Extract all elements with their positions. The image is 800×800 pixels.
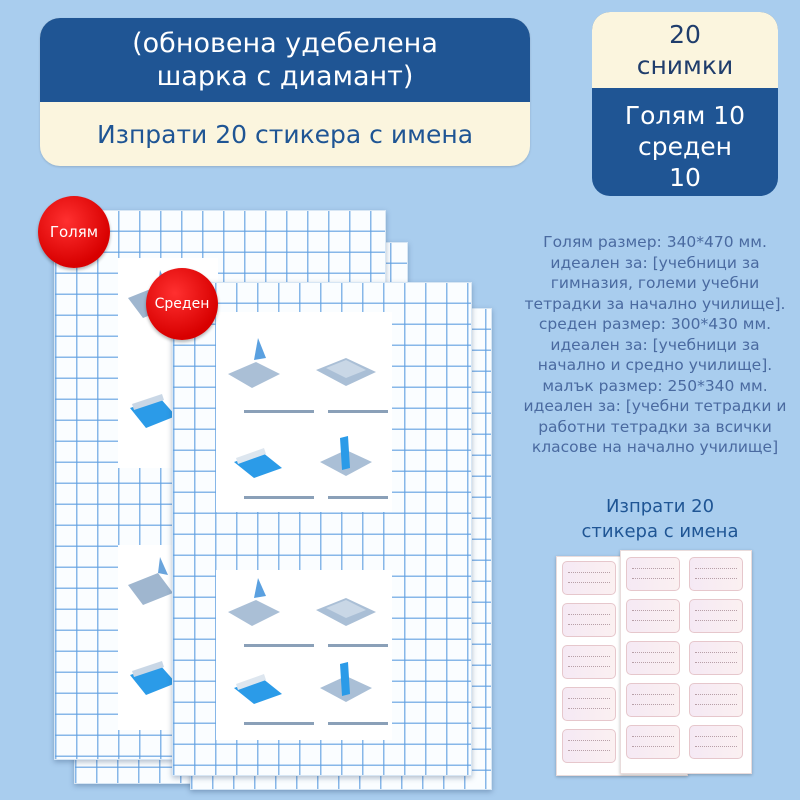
label-sticker [689,641,743,675]
label-sticker [562,687,616,721]
medium-cover-instruction-panel [216,312,392,512]
label-sticker [626,557,680,591]
count-card-bottom [592,88,778,193]
count-medium-label: среден [637,132,732,161]
desc-line: гимназия, големи учебни [550,274,760,292]
count-card-top [592,12,778,88]
desc-line: начално и средно училище]. [537,356,773,374]
desc-line: класове на начално училище] [531,438,779,456]
label-sticker [626,683,680,717]
medium-cover-stack [168,278,498,798]
title-line-2: шарка с диамант) [156,61,414,92]
label-sticker [562,645,616,679]
label-sticker [626,725,680,759]
label-sticker [689,725,743,759]
labels-title-line-2: стикера с имена [581,521,739,542]
desc-line: идеален за: [учебници за [550,253,760,272]
instruction-illustrations-2 [216,570,392,740]
desc-line: малък размер: 250*340 мм. [542,376,768,395]
label-sticker [689,557,743,591]
count-large: Голям 10 [624,101,746,130]
desc-line: среден размер: 300*430 мм. [538,315,772,333]
large-size-badge: Голям [38,196,110,268]
label-sticker [562,729,616,763]
desc-line: Голям размер: 340*470 мм. [543,233,767,251]
size-description [510,232,800,458]
title-subtitle: Изпрати 20 стикера с имена [96,119,474,149]
medium-cover-instruction-panel-2 [216,570,392,740]
title-banner [40,18,530,166]
desc-line: идеален за: [учебни тетрадки и [523,397,787,415]
label-sticker [626,641,680,675]
labels-title [560,494,760,544]
label-sticker [626,599,680,633]
label-sticker [562,603,616,637]
label-sticker [689,683,743,717]
desc-line: тетрадки за начално училище]. [524,294,786,313]
medium-size-badge: Среден [146,268,218,340]
title-line-1: (обновена удебелена [132,28,438,59]
label-sticker [689,599,743,633]
instruction-illustrations [216,312,392,512]
title-banner-top [40,18,530,102]
desc-line: идеален за: [учебници за [550,335,760,354]
desc-line: работни тетрадки за всички [538,417,772,436]
label-sticker [562,561,616,595]
count-medium-value: 10 [669,163,701,192]
count-card [592,12,778,196]
count-total: 20 [669,20,701,49]
label-sheet-front [620,550,752,774]
labels-title-line-1: Изпрати 20 [605,496,715,517]
count-unit: снимки [636,51,734,80]
